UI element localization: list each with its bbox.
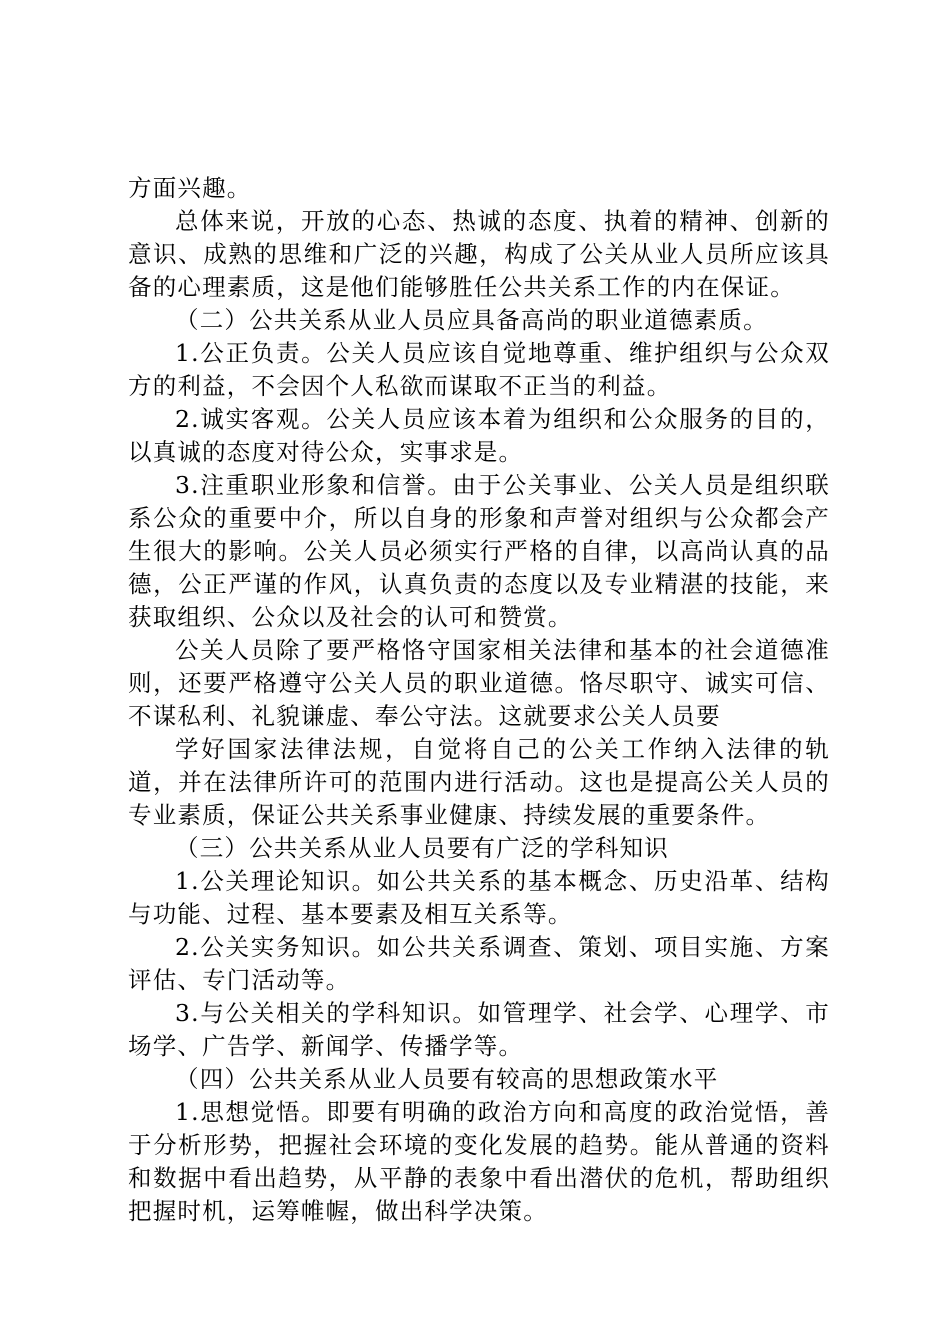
section-heading-2: （二）公共关系从业人员应具备高尚的职业道德素质。 <box>175 306 768 334</box>
paragraph-4: 1.公正负责。公关人员应该自觉地尊重、维护组织与公众双方的利益，不会因个人私欲而谋取不正当的利益。 <box>128 339 830 400</box>
section-heading-4: （四）公共关系从业人员要有较高的思想政策水平 <box>175 1065 719 1093</box>
paragraph-8: 学好国家法律法规，自觉将自己的公关工作纳入法律的轨道，并在法律所许可的范围内进行活动。这也是提高公关人员的专业素质，保证公共关系事业健康、持续发展的重要条件。 <box>128 735 830 829</box>
paragraph-6: 3.注重职业形象和信誉。由于公关事业、公关人员是组织联系公众的重要中介，所以自身的形象和声誉对组织与公众都会产生很大的影响。公关人员必须实行严格的自律，以高尚认真的品德，公正严谨的作风，认真负责的态度以及专业精湛的技能，来获取组织、公众以及社会的认可和赞赏。 <box>128 471 830 631</box>
paragraph-2: 总体来说，开放的心态、热诚的态度、执着的精神、创新的意识、成熟的思维和广泛的兴趣，构成了公关从业人员所应该具备的心理素质，这是他们能够胜任公共关系工作的内在保证。 <box>128 207 830 301</box>
paragraph-7: 公关人员除了要严格恪守国家相关法律和基本的社会道德准则，还要严格遵守公关人员的职业道德。恪尽职守、诚实可信、不谋私利、礼貌谦虚、奉公守法。这就要求公关人员要 <box>128 636 830 730</box>
section-heading-3: （三）公共关系从业人员要有广泛的学科知识 <box>175 834 669 862</box>
paragraph-1: 方面兴趣。 <box>128 174 252 202</box>
paragraph-12: 3.与公关相关的学科知识。如管理学、社会学、心理学、市场学、广告学、新闻学、传播学等。 <box>128 999 830 1060</box>
paragraph-11: 2.公关实务知识。如公共关系调查、策划、项目实施、方案评估、专门活动等。 <box>128 933 830 994</box>
document-body <box>128 172 830 1228</box>
paragraph-5: 2.诚实客观。公关人员应该本着为组织和公众服务的目的，以真诚的态度对待公众，实事求是。 <box>128 405 830 466</box>
paragraph-14: 1.思想觉悟。即要有明确的政治方向和高度的政治觉悟，善于分析形势，把握社会环境的变化发展的趋势。能从普通的资料和数据中看出趋势，从平静的表象中看出潜伏的危机，帮助组织把握时机，运筹帷幄，做出科学决策。 <box>128 1098 830 1225</box>
paragraph-10: 1.公关理论知识。如公共关系的基本概念、历史沿革、结构与功能、过程、基本要素及相互关系等。 <box>128 867 830 928</box>
